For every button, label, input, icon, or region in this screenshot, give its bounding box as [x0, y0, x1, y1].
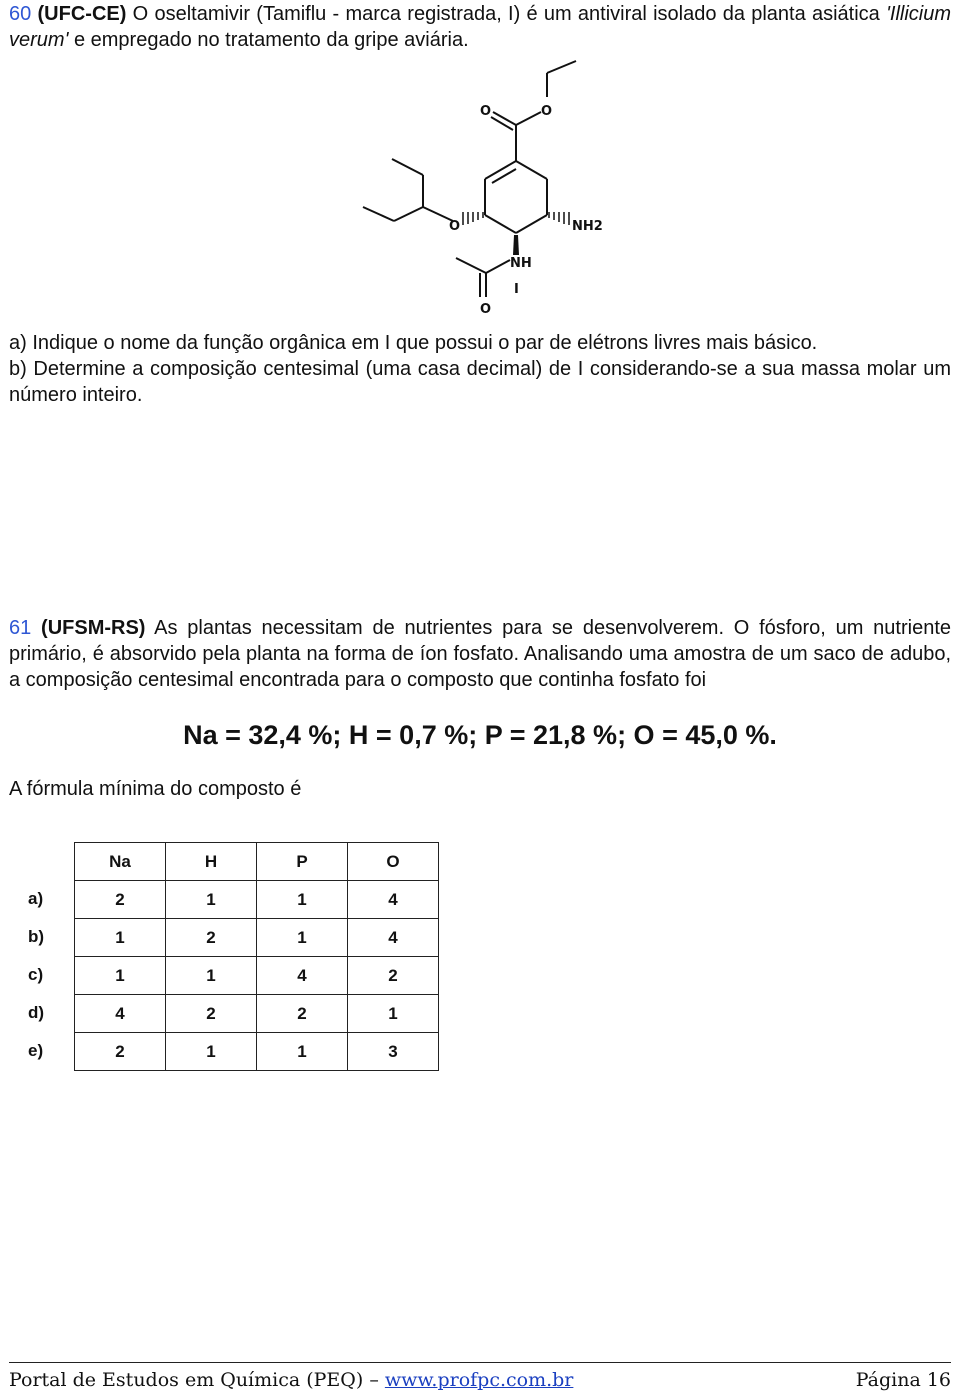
atom-label: NH — [510, 256, 532, 271]
question-prompt: A fórmula mínima do composto é — [9, 778, 302, 800]
atom-label: O — [449, 219, 461, 234]
column-header: P — [257, 843, 348, 881]
table-cell: 4 — [257, 957, 348, 995]
oseltamivir-structure — [350, 55, 620, 325]
item-a: a) Indique o nome da função orgânica em I que possui o par de elétrons livres mais básico. — [9, 332, 818, 354]
question-60-items — [9, 330, 951, 408]
table-row — [75, 881, 439, 919]
table-cell: 2 — [75, 1033, 166, 1071]
page-footer — [9, 1362, 951, 1391]
question-text: As plantas necessitam de nutrientes para se desenvolverem. O fósforo, um nutriente primário, é absorvido pela planta na forma de íon fosfato. Analisando uma amostra de um saco de adubo, a composição centesimal encontrada para o composto que continha fosfato foi — [9, 617, 951, 691]
table-cell: 1 — [257, 1033, 348, 1071]
table-cell: 1 — [166, 881, 257, 919]
atom-label: O — [541, 104, 553, 119]
composition-formula: Na = 32,4 %; H = 0,7 %; P = 21,8 %; O = 45,0 %. — [183, 720, 777, 750]
table-cell: 3 — [348, 1033, 439, 1071]
item-b: b) Determine a composição centesimal (uma casa decimal) de I considerando-se a sua massa molar um número inteiro. — [9, 358, 951, 406]
table-cell: 1 — [257, 881, 348, 919]
option-label[interactable]: d) — [28, 1003, 45, 1022]
option-label[interactable]: b) — [28, 927, 45, 946]
table-row — [75, 919, 439, 957]
table-cell: 1 — [166, 957, 257, 995]
table-cell: 2 — [257, 995, 348, 1033]
question-number: 61 — [9, 617, 32, 639]
column-header: Na — [75, 843, 166, 881]
table-cell: 2 — [75, 881, 166, 919]
option-label[interactable]: e) — [28, 1041, 44, 1060]
table-cell: 4 — [348, 919, 439, 957]
molecule-label: I — [514, 282, 519, 297]
atom-label: NH2 — [572, 219, 603, 234]
question-text-end: e empregado no tratamento da gripe aviária. — [68, 29, 469, 51]
atom-label: O — [480, 104, 492, 119]
table-row — [75, 995, 439, 1033]
table-cell: 1 — [348, 995, 439, 1033]
table-row — [75, 1033, 439, 1071]
table-cell: 1 — [75, 919, 166, 957]
answer-table — [74, 842, 439, 1071]
question-61 — [9, 615, 951, 693]
column-header: O — [348, 843, 439, 881]
table-cell: 2 — [348, 957, 439, 995]
table-header-row — [75, 843, 439, 881]
question-source: (UFC-CE) — [37, 3, 127, 25]
question-text: O oseltamivir (Tamiflu - marca registrada, I) é um antiviral isolado da planta asiática — [126, 3, 887, 25]
table-row — [75, 957, 439, 995]
option-label[interactable]: a) — [28, 889, 44, 908]
footer-title: Portal de Estudos em Química (PEQ) – — [9, 1369, 385, 1391]
page-number: Página 16 — [855, 1369, 951, 1391]
answer-options — [28, 880, 68, 1070]
question-number: 60 — [9, 3, 32, 25]
table-cell: 1 — [166, 1033, 257, 1071]
table-cell: 4 — [348, 881, 439, 919]
option-label[interactable]: c) — [28, 965, 44, 984]
question-60 — [9, 1, 951, 53]
table-cell: 1 — [257, 919, 348, 957]
species-name: 'Illicium verum' — [9, 3, 951, 51]
question-source: (UFSM-RS) — [41, 617, 146, 639]
table-cell: 2 — [166, 919, 257, 957]
table-cell: 2 — [166, 995, 257, 1033]
column-header: H — [166, 843, 257, 881]
atom-label: O — [480, 302, 492, 317]
footer-link[interactable]: www.profpc.com.br — [384, 1369, 574, 1391]
table-cell: 1 — [75, 957, 166, 995]
table-cell: 4 — [75, 995, 166, 1033]
